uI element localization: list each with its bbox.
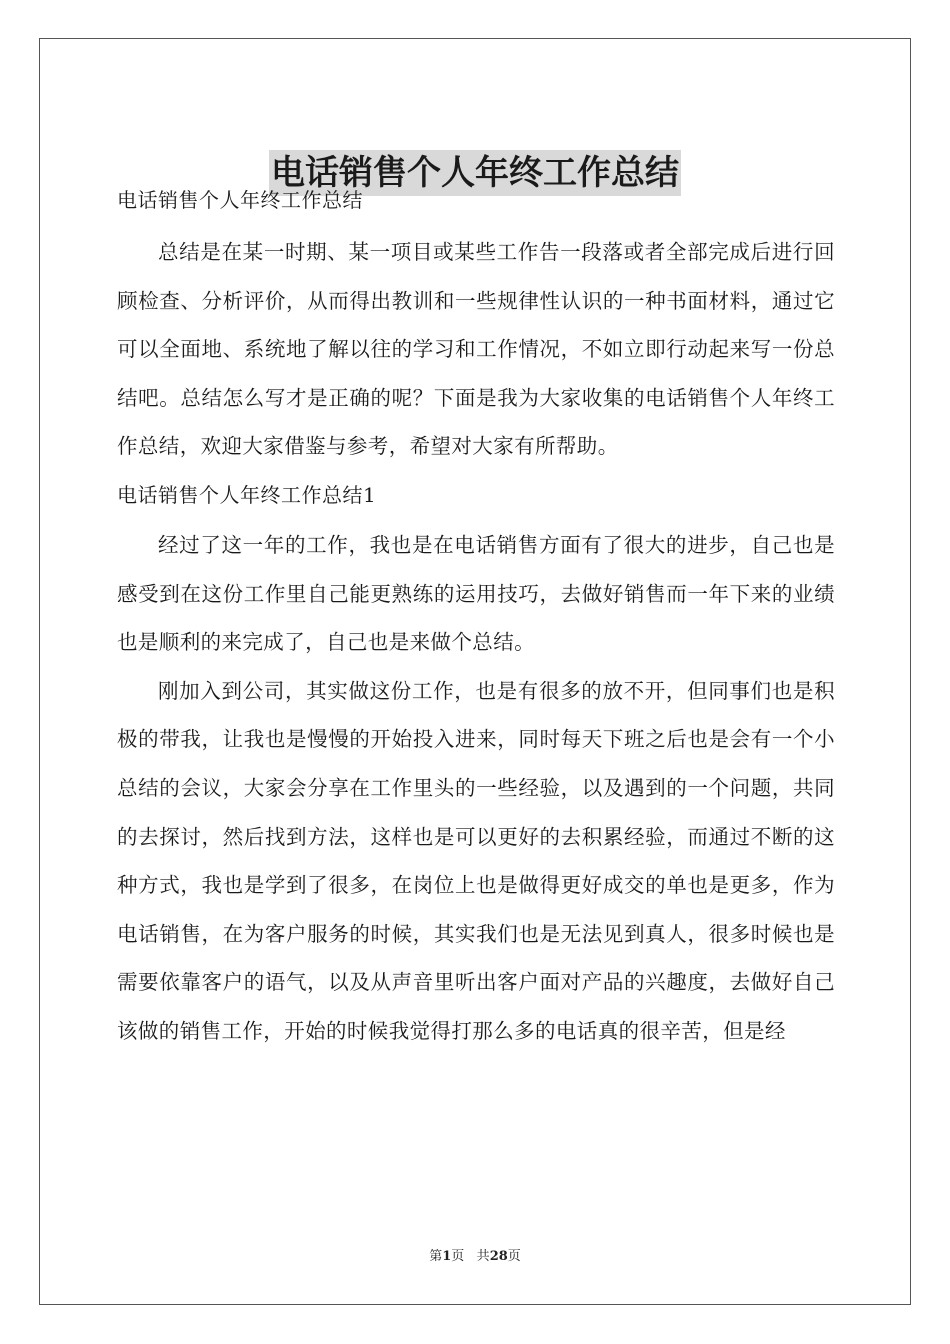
body-paragraph-1: 经过了这一年的工作，我也是在电话销售方面有了很大的进步，自己也是感受到在这份工作里自己能更熟练的运用技巧，去做好销售而一年下来的业绩也是顺利的来完成了，自己也是来做个总结。	[117, 532, 835, 655]
page-prefix: 第	[429, 1249, 443, 1264]
total-pages: 28	[489, 1249, 508, 1264]
section-heading: 电话销售个人年终工作总结1	[117, 482, 377, 507]
page-suffix: 页	[451, 1249, 465, 1264]
total-prefix: 共	[476, 1249, 490, 1264]
document-subtitle: 电话销售个人年终工作总结	[117, 188, 363, 212]
page-number: 1	[442, 1249, 452, 1264]
total-suffix: 页	[507, 1249, 521, 1264]
document-title: 电话销售个人年终工作总结	[269, 150, 681, 196]
page-footer	[0, 1245, 950, 1264]
intro-paragraph: 总结是在某一时期、某一项目或某些工作告一段落或者全部完成后进行回顾检查、分析评价，从而得出教训和一些规律性认识的一种书面材料，通过它可以全面地、系统地了解以往的学习和工作情况，不如立即行动起来写一份总结吧。总结怎么写才是正确的呢？下面是我为大家收集的电话销售个人年终工作总结，欢迎大家借鉴与参考，希望对大家有所帮助。	[117, 240, 835, 459]
document-body	[117, 180, 835, 1056]
body-paragraph-2: 刚加入到公司，其实做这份工作，也是有很多的放不开，但同事们也是积极的带我，让我也是慢慢的开始投入进来，同时每天下班之后也是会有一个小总结的会议，大家会分享在工作里头的一些经验，以及遇到的一个问题，共同的去探讨，然后找到方法，这样也是可以更好的去积累经验，而通过不断的这种方式，我也是学到了很多，在岗位上也是做得更好成交的单也是更多，作为电话销售，在为客户服务的时候，其实我们也是无法见到真人，很多时候也是需要依靠客户的语气，以及从声音里听出客户面对产品的兴趣度，去做好自己该做的销售工作，开始的时候我觉得打那么多的电话真的很辛苦，但是经	[117, 678, 835, 1043]
